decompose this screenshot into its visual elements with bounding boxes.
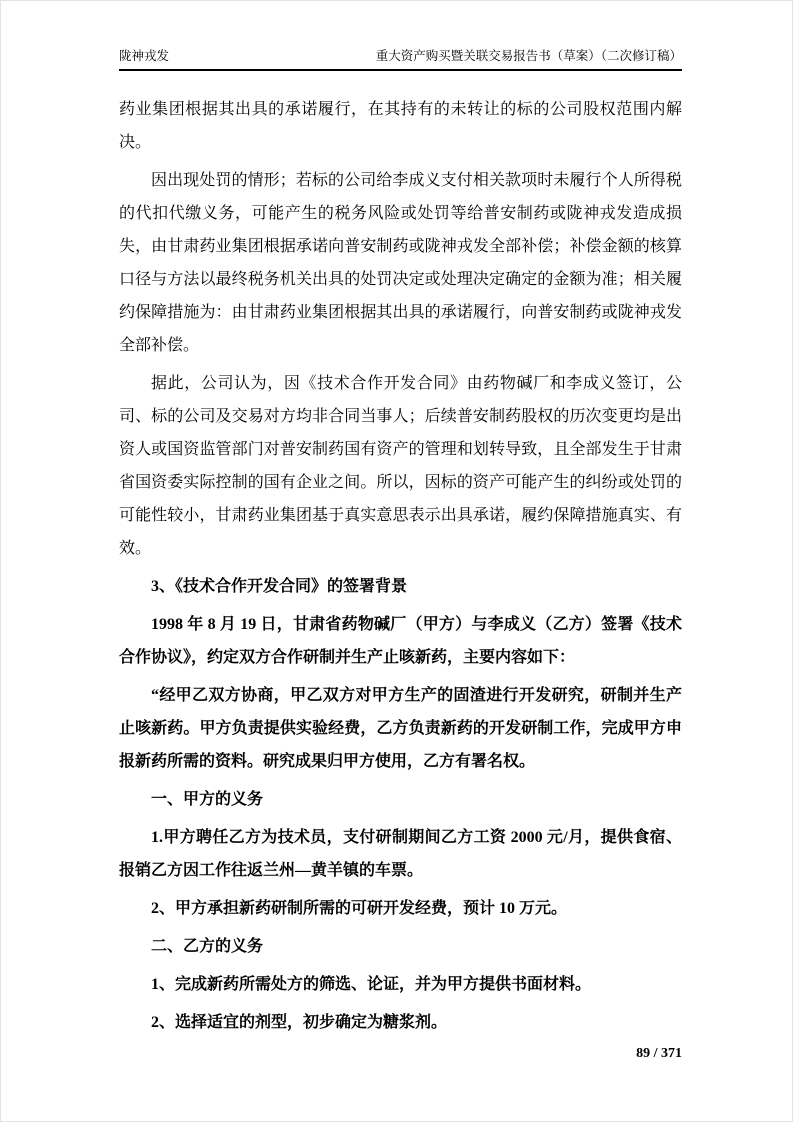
list-item: 1、完成新药所需处方的筛选、论证，并为甲方提供书面材料。 — [151, 976, 592, 993]
page-header — [119, 47, 682, 71]
paragraph: 因出现处罚的情形；若标的公司给李成义支付相关款项时未履行个人所得税的代扣代缴义务，可能产生的税务风险或处罚等给普安制药或陇神戎发造成损失，由甘肃药业集团根据承诺向普安制药或陇神戎发全部补偿；补偿金额的核算口径与方法以最终税务机关出具的处罚决定或处理决定确定的金额为准；相关履约保障措施为：由甘肃药业集团根据其出具的承诺履行，向普安制药或陇神戎发全部补偿。 — [119, 172, 682, 354]
paragraph-emphasis: 1998 年 8 月 19 日，甘肃省药物碱厂（甲方）与李成义（乙方）签署《技术合作协议》，约定双方合作研制并生产止咳新药，主要内容如下： — [119, 616, 682, 666]
subsection-heading-party-a-obligations: 一、甲方的义务 — [151, 791, 264, 808]
header-right-title: 重大资产购买暨关联交易报告书（草案）（二次修订稿） — [375, 49, 682, 63]
list-item: 2、甲方承担新药研制所需的可研开发经费，预计 10 万元。 — [151, 900, 568, 917]
list-item: 2、选择适宜的剂型，初步确定为糖浆剂。 — [151, 1014, 448, 1031]
paragraph: 据此，公司认为，因《技术合作开发合同》由药物碱厂和李成义签订，公司、标的公司及交易对方均非合同当事人；后续普安制药股权的历次变更均是出资人或国资监管部门对普安制药国有资产的管理和划转导致，且全部发生于甘肃省国资委实际控制的国有企业之间。所以，因标的资产可能产生的纠纷或处罚的可能性较小，甘肃药业集团基于真实意思表示出具承诺，履约保障措施真实、有效。 — [119, 375, 682, 557]
document-body — [119, 93, 682, 1039]
page-number: 89 / 371 — [636, 1046, 682, 1061]
subsection-heading-party-b-obligations: 二、乙方的义务 — [151, 938, 264, 955]
paragraph-continuation: 药业集团根据其出具的承诺履行，在其持有的未转让的标的公司股权范围内解决。 — [119, 101, 682, 151]
section-heading: 3、《技术合作开发合同》的签署背景 — [151, 578, 408, 595]
paragraph-quote: “经甲乙双方协商，甲乙双方对甲方生产的固渣进行开发研究，研制并生产止咳新药。甲方负责提供实验经费，乙方负责新药的开发研制工作，完成甲方申报新药所需的资料。研究成果归甲方使用，乙方有署名权。 — [119, 687, 682, 770]
header-left-title: 陇神戎发 — [119, 49, 170, 63]
list-item: 1.甲方聘任乙方为技术员，支付研制期间乙方工资 2000 元/月，提供食宿、报销乙方因工作往返兰州—黄羊镇的车票。 — [119, 829, 682, 879]
